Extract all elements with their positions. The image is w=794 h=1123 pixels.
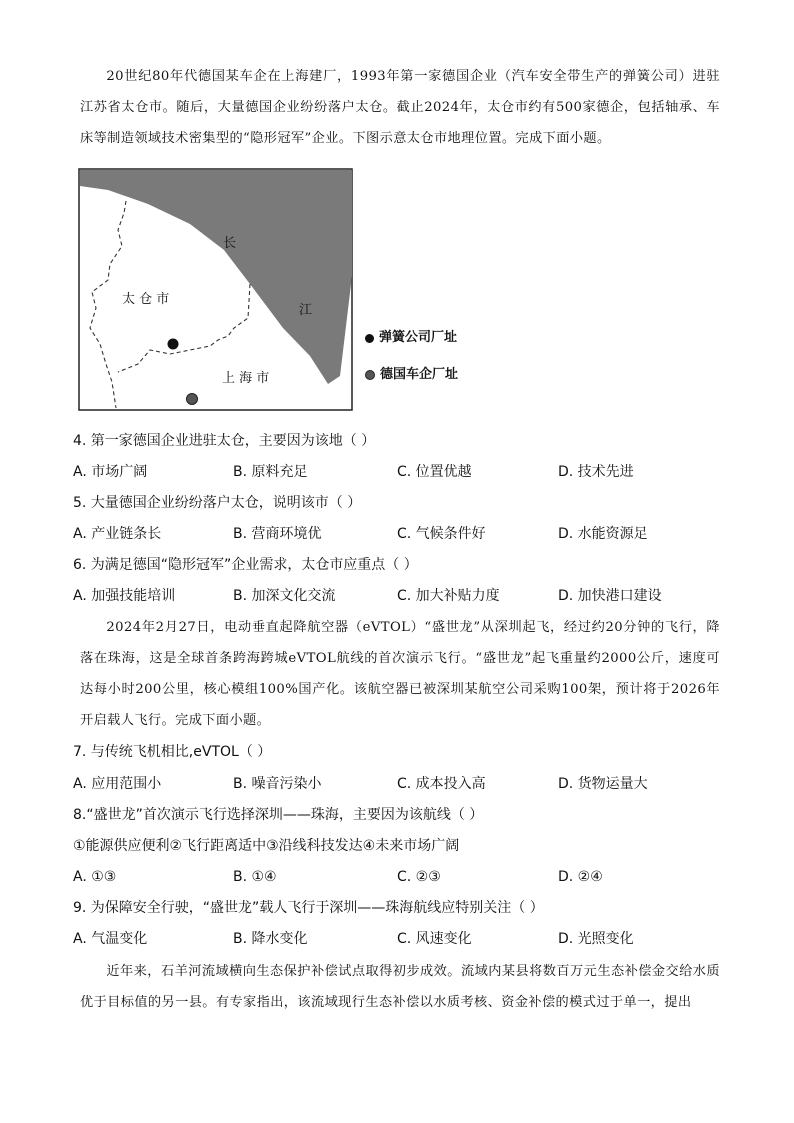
river-label-chang: 长 bbox=[223, 236, 237, 251]
question-5-options bbox=[73, 524, 723, 544]
taicang-location-map bbox=[78, 168, 354, 412]
legend-spring-label: 弹簧公司厂址 bbox=[379, 330, 458, 345]
passage-taicang bbox=[80, 61, 720, 154]
option-a[interactable]: A. 产业链条长 bbox=[73, 526, 162, 542]
option-d[interactable]: D. ②④ bbox=[558, 869, 603, 885]
option-c[interactable]: C. 加大补贴力度 bbox=[397, 588, 500, 604]
option-d[interactable]: D. 货物运量大 bbox=[558, 776, 648, 792]
option-d[interactable]: D. 技术先进 bbox=[558, 464, 634, 480]
option-b[interactable]: B. 营商环境优 bbox=[233, 526, 322, 542]
spring-company-site-marker bbox=[168, 339, 179, 350]
shanghai-label: 上 海 市 bbox=[222, 371, 270, 386]
black-dot-icon bbox=[365, 334, 374, 343]
question-8-options bbox=[73, 867, 723, 887]
option-c[interactable]: C. 气候条件好 bbox=[397, 526, 486, 542]
question-9: 9. 为保障安全行驶，“盛世龙”载人飞行于深圳——珠海航线应特别关注（ ） bbox=[73, 900, 544, 916]
question-8: 8.“盛世龙”首次演示飞行选择深圳——珠海，主要因为该航线（ ） bbox=[73, 807, 484, 823]
river-label-jiang: 江 bbox=[299, 303, 313, 318]
passage-shiyang-river-text: 近年来，石羊河流域横向生态保护补偿试点取得初步成效。流域内某县将数百万元生态补偿金交给水质优于目标值的另一县。有专家指出，该流域现行生态补偿以水质考核、资金补偿的模式过于单一，提出 bbox=[80, 964, 720, 1010]
question-6: 6. 为满足德国“隐形冠军”企业需求，太仓市应重点（ ） bbox=[73, 557, 418, 573]
option-b[interactable]: B. ①④ bbox=[233, 869, 277, 885]
passage-taicang-text: 20世纪80年代德国某车企在上海建厂，1993年第一家德国企业（汽车安全带生产的弹簧公司）进驻江苏省太仓市。随后，大量德国企业纷纷落户太仓。截止2024年，太仓市约有500家德企，包括轴承、车床等制造领域技术密集型的“隐形冠军”企业。下图示意太仓市地理位置。完成下面小题。 bbox=[80, 69, 720, 146]
option-b[interactable]: B. 噪音污染小 bbox=[233, 776, 322, 792]
taicang-label: 太 仓 市 bbox=[122, 292, 170, 307]
legend-german-car-plant bbox=[365, 366, 458, 384]
passage-shiyang-river bbox=[80, 956, 720, 1018]
option-a[interactable]: A. 气温变化 bbox=[73, 931, 148, 947]
legend-german-label: 德国车企厂址 bbox=[380, 367, 459, 382]
gray-dot-icon bbox=[365, 370, 375, 380]
question-7-options bbox=[73, 774, 723, 794]
option-c[interactable]: C. ②③ bbox=[397, 869, 441, 885]
question-8-statements: ①能源供应便利②飞行距离适中③沿线科技发达④未来市场广阔 bbox=[73, 838, 460, 854]
option-b[interactable]: B. 原料充足 bbox=[233, 464, 308, 480]
question-9-options bbox=[73, 929, 723, 949]
option-a[interactable]: A. 加强技能培训 bbox=[73, 588, 176, 604]
option-d[interactable]: D. 光照变化 bbox=[558, 931, 634, 947]
german-car-plant-marker bbox=[187, 394, 198, 405]
option-b[interactable]: B. 加深文化交流 bbox=[233, 588, 336, 604]
question-4-options bbox=[73, 462, 723, 482]
option-d[interactable]: D. 水能资源足 bbox=[558, 526, 648, 542]
option-c[interactable]: C. 位置优越 bbox=[397, 464, 472, 480]
option-b[interactable]: B. 降水变化 bbox=[233, 931, 308, 947]
option-c[interactable]: C. 风速变化 bbox=[397, 931, 472, 947]
question-4: 4. 第一家德国企业进驻太仓，主要因为该地（ ） bbox=[73, 433, 376, 449]
legend-spring-company bbox=[365, 329, 457, 347]
passage-evtol-text: 2024年2月27日，电动垂直起降航空器（eVTOL）“盛世龙”从深圳起飞，经过约20分钟的飞行，降落在珠海，这是全球首条跨海跨城eVTOL航线的首次演示飞行。“盛世龙”起飞重量约2000公斤，速度可达每小时200公里，核心模组100%国产化。该航空器已被深圳某航空公司采购100架，预计将于2026年开启载人飞行。完成下面小题。 bbox=[80, 620, 720, 728]
option-d[interactable]: D. 加快港口建设 bbox=[558, 588, 662, 604]
option-a[interactable]: A. 应用范围小 bbox=[73, 776, 162, 792]
passage-evtol bbox=[80, 612, 720, 736]
option-a[interactable]: A. ①③ bbox=[73, 869, 117, 885]
option-a[interactable]: A. 市场广阔 bbox=[73, 464, 148, 480]
question-7: 7. 与传统飞机相比,eVTOL（ ） bbox=[73, 744, 272, 760]
question-5: 5. 大量德国企业纷纷落户太仓，说明该市（ ） bbox=[73, 495, 362, 511]
question-6-options bbox=[73, 586, 723, 606]
option-c[interactable]: C. 成本投入高 bbox=[397, 776, 486, 792]
